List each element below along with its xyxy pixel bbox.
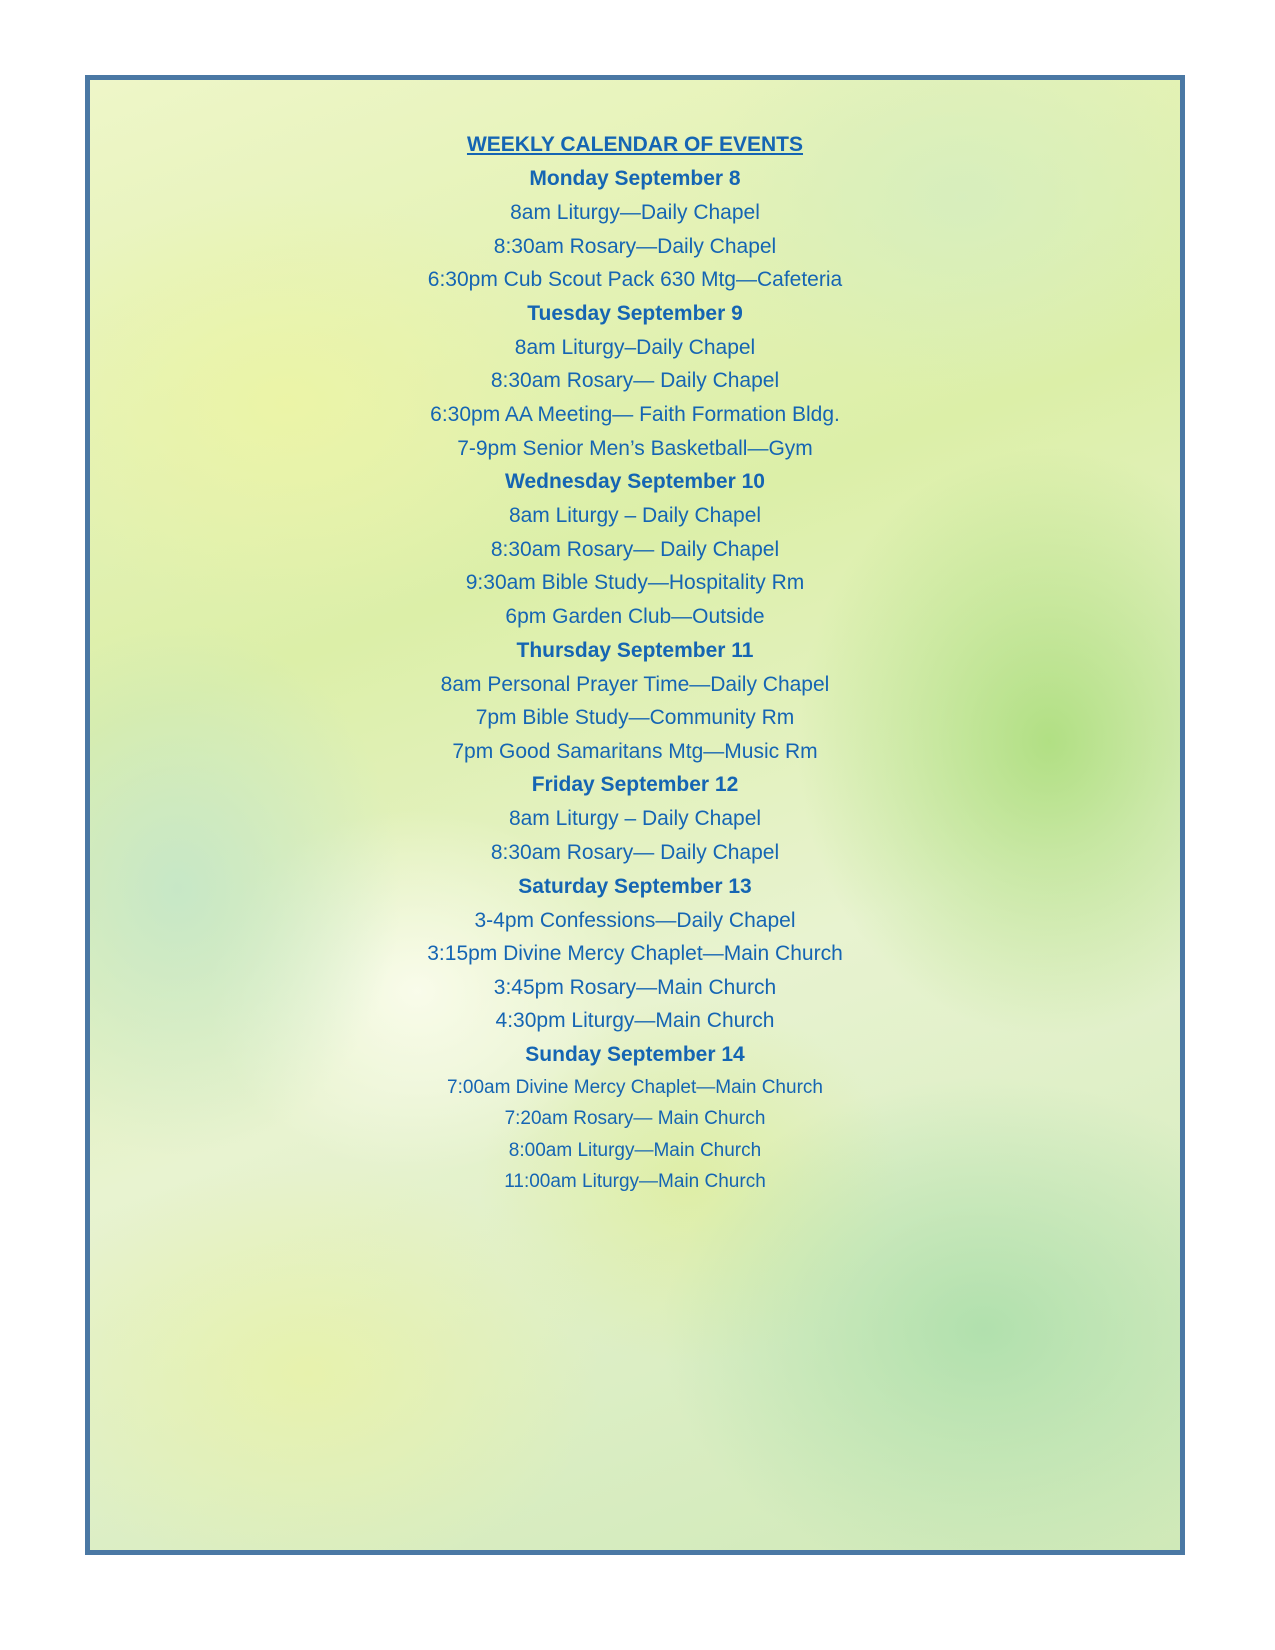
day-heading: Sunday September 14: [525, 1042, 745, 1066]
day-block-tuesday: [90, 297, 1180, 465]
event-item: 8am Liturgy–Daily Chapel: [514, 335, 756, 359]
event-item: 8:00am Liturgy—Main Church: [508, 1139, 762, 1161]
event-item: 11:00am Liturgy—Main Church: [504, 1171, 766, 1193]
event-item: 4:30pm Liturgy—Main Church: [495, 1009, 775, 1033]
event-item: 8:30am Rosary— Daily Chapel: [490, 537, 780, 561]
event-item: 3-4pm Confessions—Daily Chapel: [474, 908, 796, 932]
day-block-saturday: [90, 870, 1180, 1038]
calendar-title: WEEKLY CALENDAR OF EVENTS: [466, 133, 804, 156]
day-heading: Saturday September 13: [518, 874, 752, 898]
event-item: 6pm Garden Club—Outside: [505, 604, 765, 628]
event-item: 8:30am Rosary— Daily Chapel: [490, 840, 780, 864]
event-item: 8am Liturgy—Daily Chapel: [510, 201, 760, 224]
event-item: 7:00am Divine Mercy Chaplet—Main Church: [447, 1076, 823, 1098]
event-item: 8am Personal Prayer Time—Daily Chapel: [440, 672, 830, 696]
day-heading: Friday September 12: [531, 773, 739, 797]
day-block-wednesday: [90, 465, 1180, 633]
page-frame: [85, 75, 1185, 1555]
event-item: 8:30am Rosary— Daily Chapel: [490, 369, 780, 393]
event-item: 7-9pm Senior Men’s Basketball—Gym: [457, 436, 813, 460]
day-heading: Wednesday September 10: [505, 470, 765, 494]
event-item: 8am Liturgy – Daily Chapel: [508, 504, 762, 528]
day-block-friday: [90, 768, 1180, 869]
event-item: 3:15pm Divine Mercy Chaplet—Main Church: [427, 942, 843, 966]
day-heading: Tuesday September 9: [527, 301, 743, 325]
event-item: 3:45pm Rosary—Main Church: [493, 975, 777, 999]
calendar-content: [90, 128, 1180, 1198]
event-item: 8am Liturgy – Daily Chapel: [508, 807, 762, 831]
event-item: 6:30pm AA Meeting— Faith Formation Bldg.: [430, 402, 840, 426]
event-item: 6:30pm Cub Scout Pack 630 Mtg—Cafeteria: [427, 268, 843, 292]
day-block-sunday: [90, 1038, 1180, 1198]
event-item: 7pm Good Samaritans Mtg—Music Rm: [452, 739, 818, 763]
event-item: 7:20am Rosary— Main Church: [504, 1108, 766, 1130]
event-item: 9:30am Bible Study—Hospitality Rm: [465, 571, 805, 595]
day-block-monday: [90, 162, 1180, 297]
day-heading: Thursday September 11: [516, 638, 754, 662]
day-block-thursday: [90, 634, 1180, 769]
event-item: 7pm Bible Study—Community Rm: [475, 706, 795, 730]
event-item: 8:30am Rosary—Daily Chapel: [493, 234, 777, 258]
day-heading: Monday September 8: [529, 167, 741, 190]
